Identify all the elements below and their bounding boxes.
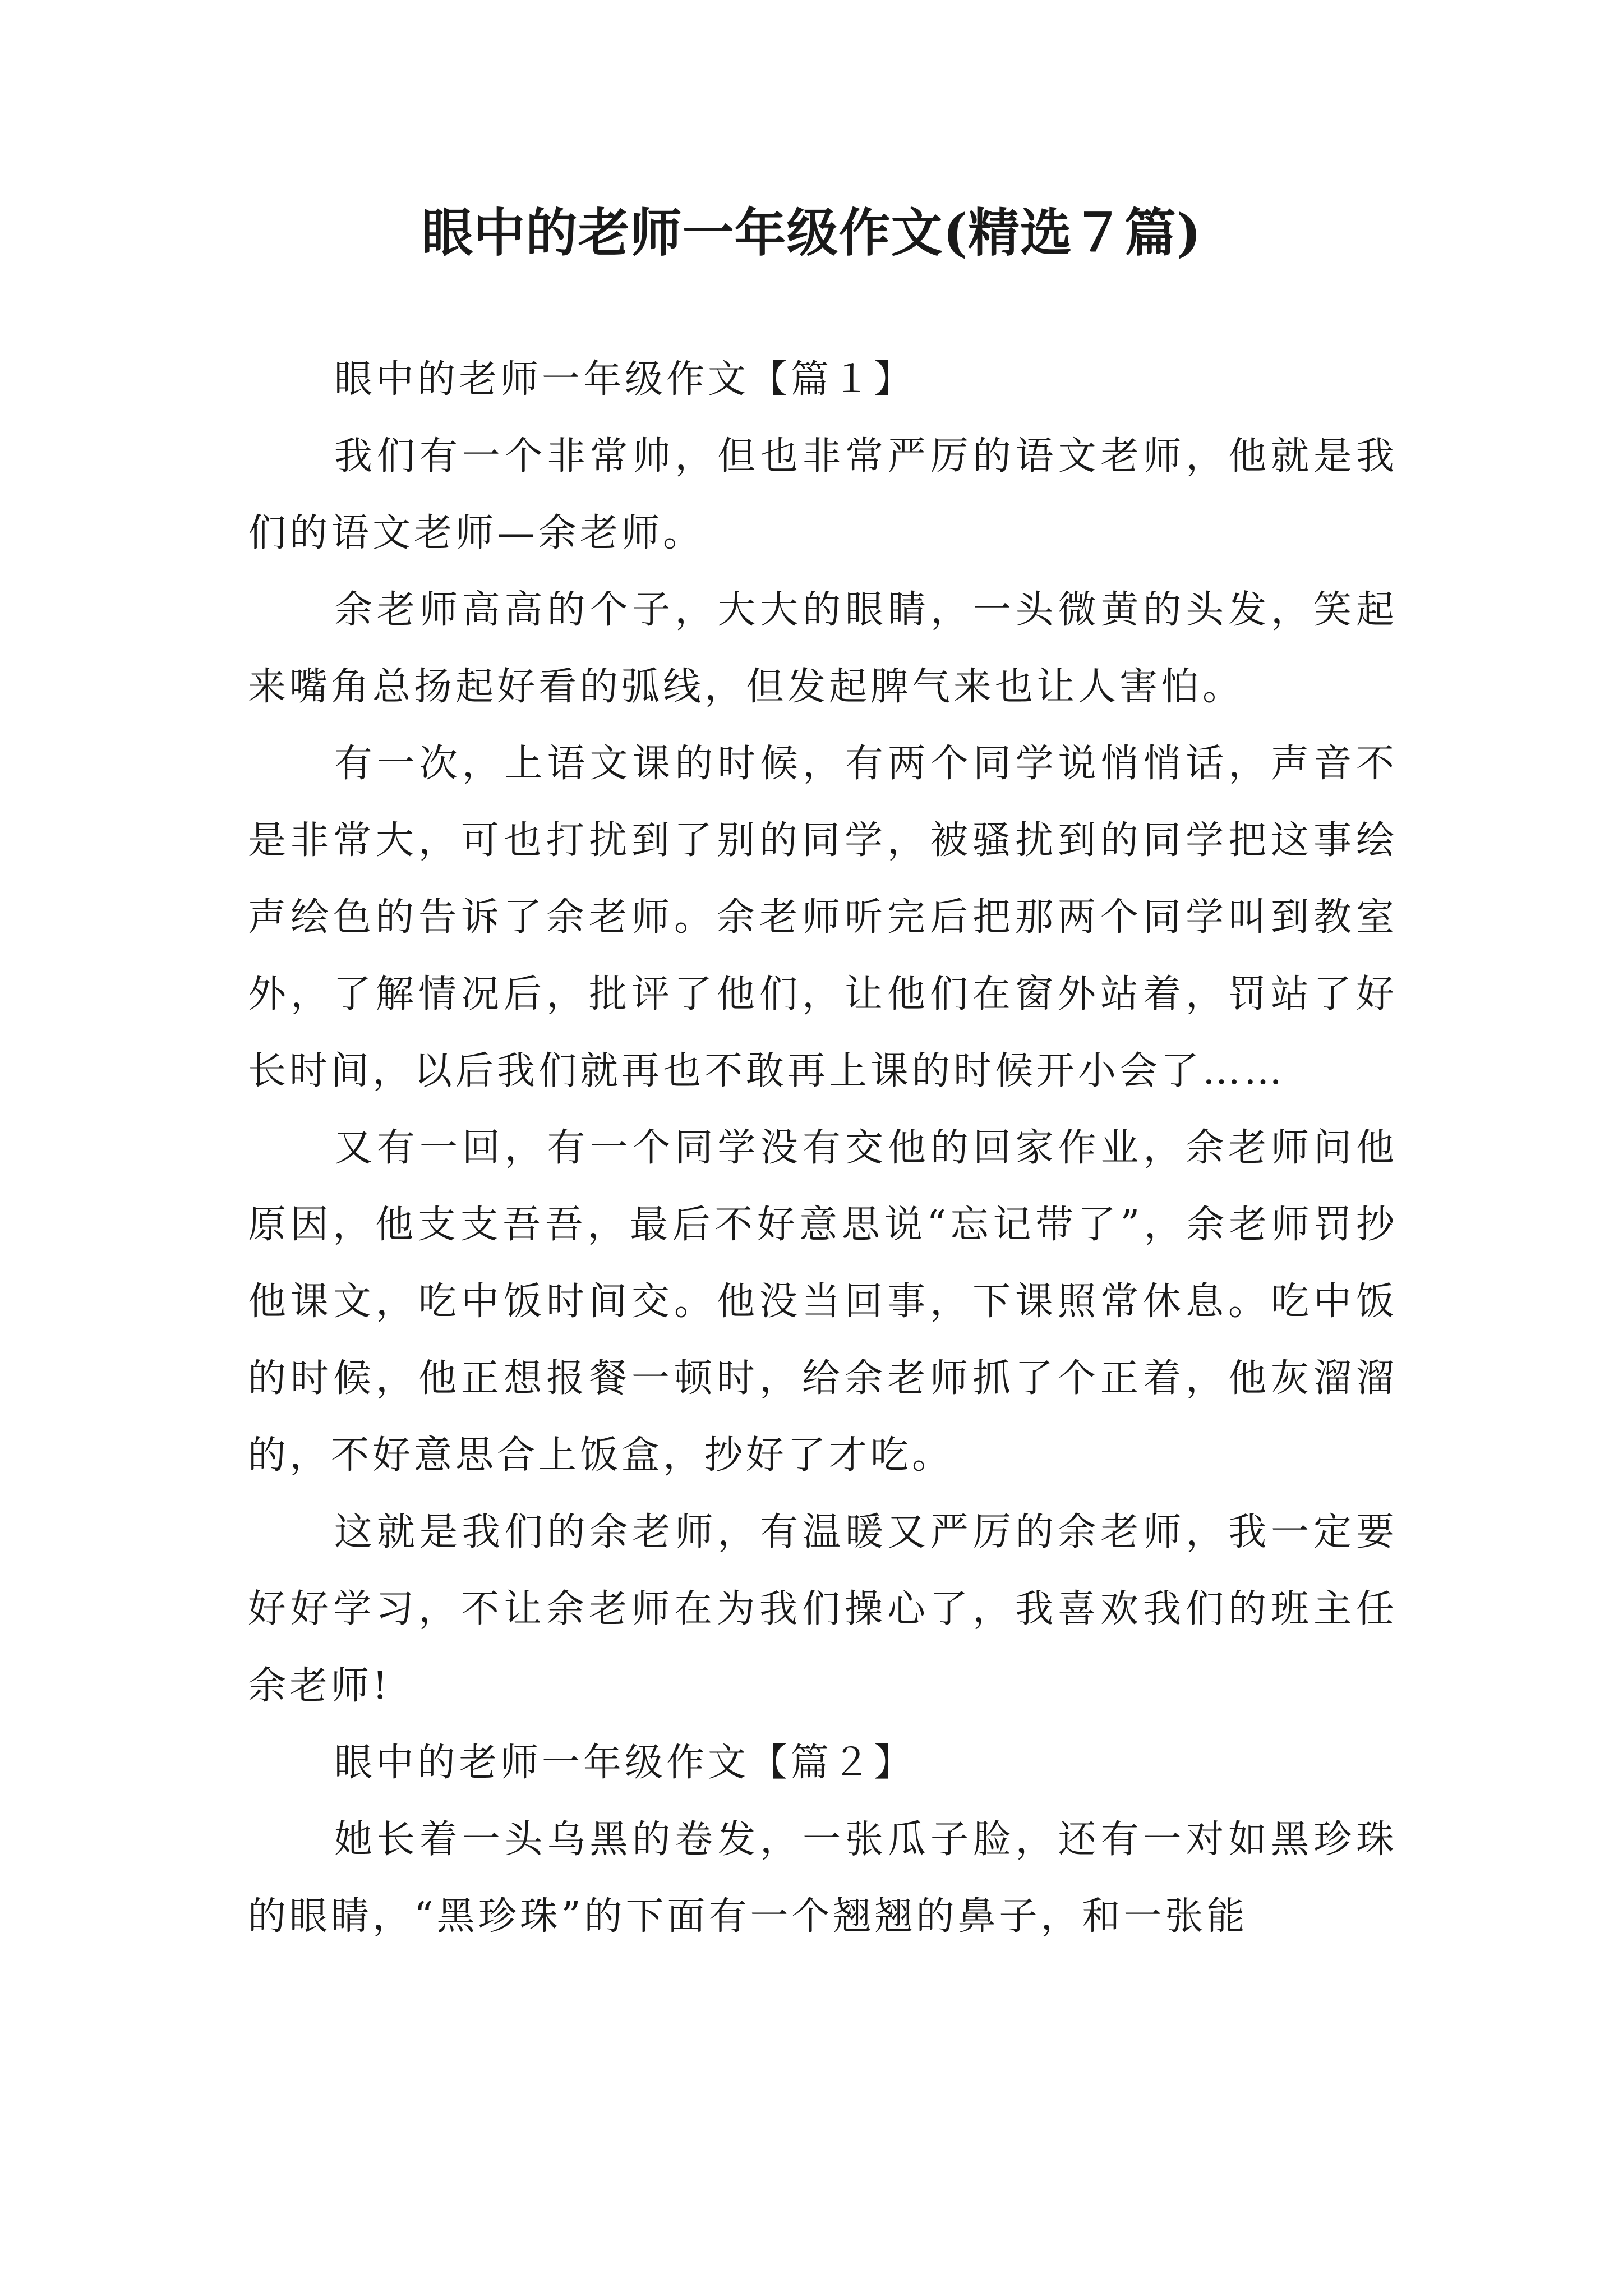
document-body [248,341,1398,1955]
section-heading-2: 眼中的老师一年级作文【篇２】 [334,1741,916,1785]
paragraph: 余老师高高的个子，大大的眼睛，一头微黄的头发，笑起来嘴角总扬起好看的弧线，但发起脾气来也让人害怕。 [248,588,1398,709]
paragraph: 她长着一头乌黑的卷发，一张瓜子脸，还有一对如黑珍珠的眼睛，“黑珍珠”的下面有一个翘翘的鼻子，和一张能 [248,1818,1398,1939]
paragraph: 又有一回，有一个同学没有交他的回家作业，余老师问他原因，他支支吾吾，最后不好意思说“忘记带了”，余老师罚抄他课文，吃中饭时间交。他没当回事，下课照常休息。吃中饭的时候，他正想报餐一顿时，给余老师抓了个正着，他灰溜溜的，不好意思合上饭盒，抄好了才吃。 [248,1126,1398,1478]
document-title: 眼中的老师一年级作文(精选７篇) [421,203,1202,263]
paragraph: 有一次，上语文课的时候，有两个同学说悄悄话，声音不是非常大，可也打扰到了别的同学，被骚扰到的同学把这事绘声绘色的告诉了余老师。余老师听完后把那两个同学叫到教室外，了解情况后，批评了他们，让他们在窗外站着，罚站了好长时间，以后我们就再也不敢再上课的时候开小会了…… [248,742,1398,1093]
section-heading-1: 眼中的老师一年级作文【篇１】 [334,357,916,402]
paragraph: 我们有一个非常帅，但也非常严厉的语文老师，他就是我们的语文老师—余老师。 [248,434,1398,555]
paragraph: 这就是我们的余老师，有温暖又严厉的余老师，我一定要好好学习，不让余老师在为我们操心了，我喜欢我们的班主任余老师! [248,1510,1398,1708]
